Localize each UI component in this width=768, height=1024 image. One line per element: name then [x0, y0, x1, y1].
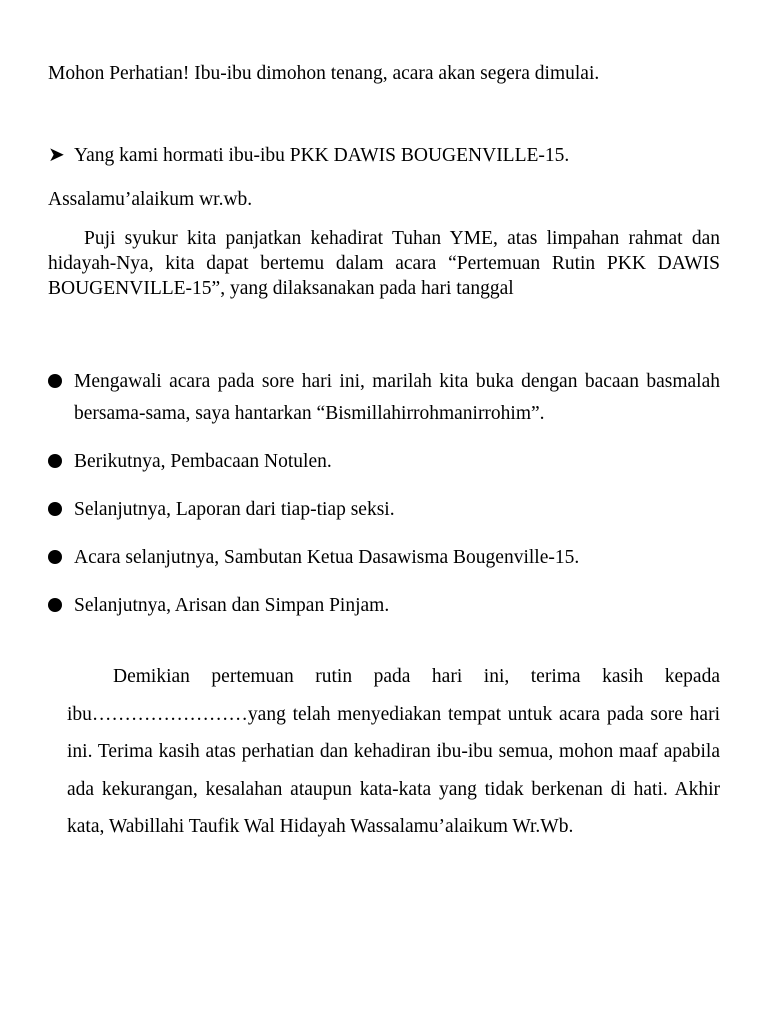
agenda-item-text: Selanjutnya, Laporan dari tiap-tiap seksi.	[74, 499, 395, 520]
salutation-text: Yang kami hormati ibu-ibu PKK DAWIS BOUGENVILLE-15.	[74, 145, 570, 166]
closing-paragraph: Demikian pertemuan rutin pada hari ini, terima kasih kepada ibu……………………yang telah menyediakan tempat untuk acara pada sore hari ini. Terima kasih atas perhatian dan kehadiran ibu-ibu semua, mohon maaf apabila ada kekurangan, kesalahan ataupun kata-kata yang tidak berkenan di hati. Akhir kata, Wabillahi Taufik Wal Hidayah Wassalamu’alaikum Wr.Wb.	[67, 666, 720, 837]
agenda-item-text: Berikutnya, Pembacaan Notulen.	[74, 451, 332, 472]
gratitude-paragraph: Puji syukur kita panjatkan kehadirat Tuhan YME, atas limpahan rahmat dan hidayah-Nya, kita dapat bertemu dalam acara “Pertemuan Rutin PKK DAWIS BOUGENVILLE-15”, yang dilaksanakan pada hari tanggal	[48, 228, 720, 299]
bullet-icon	[48, 374, 62, 388]
salutation-line	[48, 140, 738, 170]
greeting-line: Assalamu’alaikum wr.wb.	[48, 189, 253, 210]
agenda-item	[48, 542, 720, 574]
bullet-icon	[48, 550, 62, 564]
bullet-icon	[48, 454, 62, 468]
agenda-item	[48, 446, 720, 478]
bullet-icon	[48, 502, 62, 516]
agenda-item-text: Acara selanjutnya, Sambutan Ketua Dasawisma Bougenville-15.	[74, 547, 580, 568]
intro-paragraph: Mohon Perhatian! Ibu-ibu dimohon tenang, acara akan segera dimulai.	[48, 63, 600, 84]
bullet-icon	[48, 598, 62, 612]
arrow-bullet-icon: ➤	[48, 142, 65, 166]
agenda-item	[48, 590, 720, 622]
agenda-item	[48, 366, 720, 430]
agenda-item-text: Mengawali acara pada sore hari ini, marilah kita buka dengan bacaan basmalah bersama-sama, saya hantarkan “Bismillahirrohmanirrohim”.	[74, 371, 720, 424]
agenda-list	[48, 366, 720, 638]
agenda-item	[48, 494, 720, 526]
agenda-item-text: Selanjutnya, Arisan dan Simpan Pinjam.	[74, 595, 390, 616]
